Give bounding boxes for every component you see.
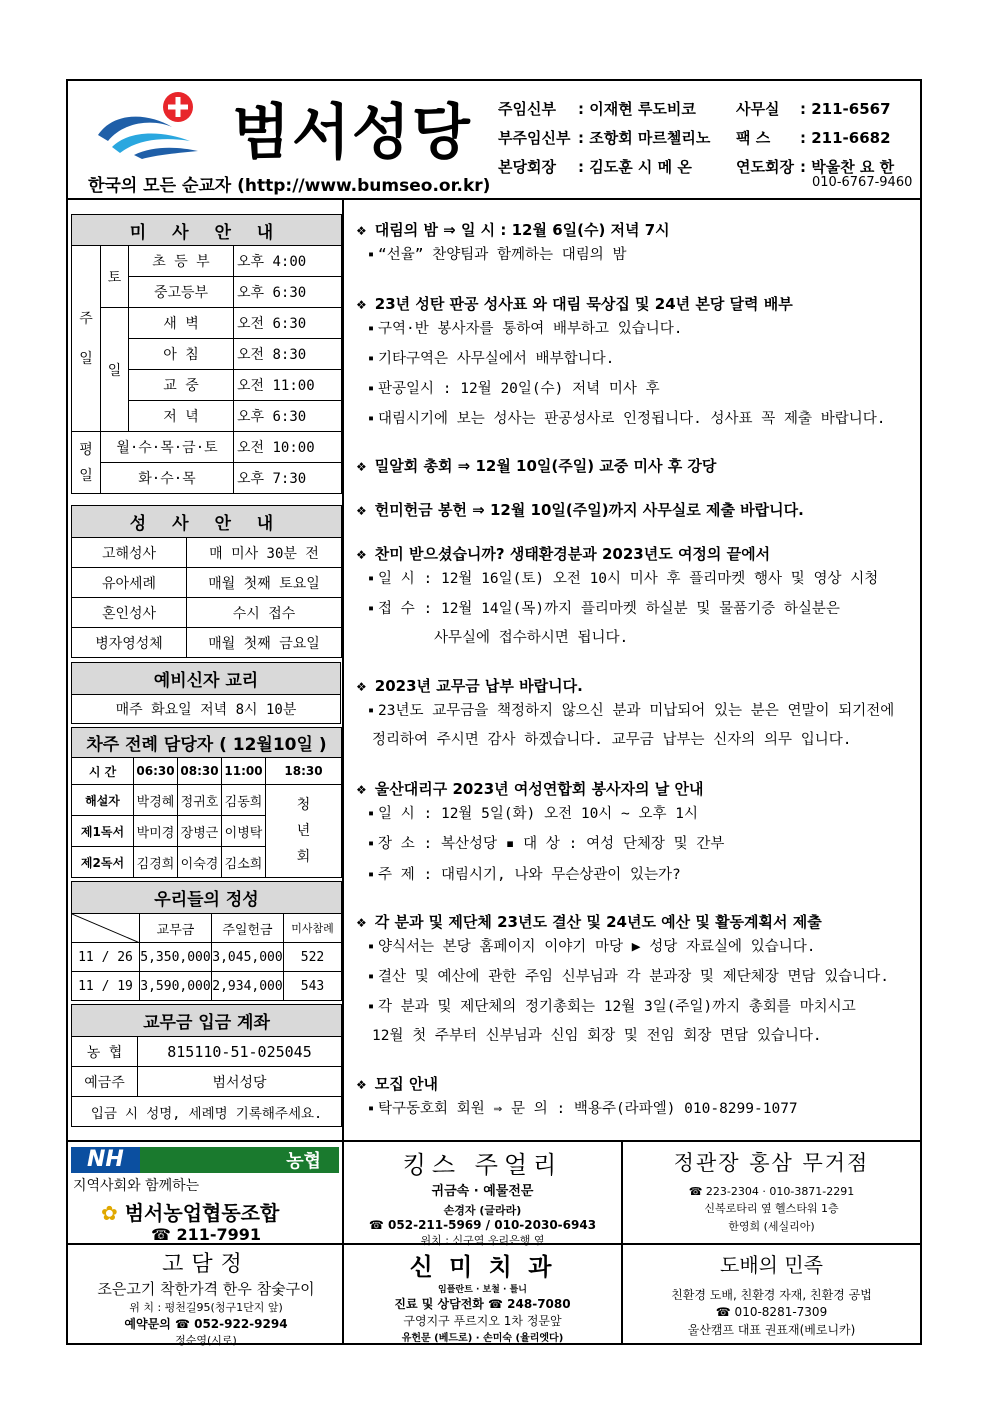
mass-name: 새 벽 (129, 308, 234, 339)
notice-item-text: 대림시기에 보는 성사는 판공성사로 인정됩니다. 성사표 꼭 제출 바랍니다. (378, 411, 886, 427)
bank-label: 농 협 (72, 1037, 138, 1067)
offering-value: 543 (284, 972, 342, 1001)
notice-item-text: 일 시 : 12월 16일(토) 오전 10시 미사 후 플리마켓 행사 및 영상 시청 (378, 570, 879, 587)
offering-value: 5,350,000 (140, 943, 212, 972)
notice-item-text: 12월 첫 주부터 신부님과 신임 회장 및 전임 회장 면담 있습니다. (372, 1028, 822, 1045)
dental-doctors: 유헌문 (베드로) · 손미숙 (율리엣다) (401, 1333, 564, 1344)
mass-time: 오전 8:30 (234, 339, 342, 370)
mass-time: 오후 6:30 (234, 277, 342, 308)
minister-name: 김경희 (134, 847, 178, 878)
sunday-day-label: 일 (101, 308, 129, 432)
info-row: 팩 스 : 211-6682 (736, 129, 891, 147)
notice-item-text: 사무실에 접수하시면 됩니다. (434, 630, 629, 646)
notice-title-text: 모집 안내 (374, 1074, 438, 1093)
sunday-label: 주 일 (72, 246, 101, 432)
notice-item-text: 기타구역은 사무실에서 배부합니다. (378, 350, 615, 367)
mass-time: 오전 11:00 (234, 370, 342, 401)
nh-tagline: 지역사회와 함께하는 (73, 1178, 200, 1194)
mass-time: 오전 10:00 (234, 432, 342, 463)
square-bullet-icon: ▪ (368, 705, 375, 716)
ad-godamjung (71, 1247, 341, 1348)
mass-title: 미 사 안 내 (72, 215, 342, 246)
role-label: 제2독서 (72, 847, 134, 878)
notice-block (356, 455, 716, 476)
notice-title-text: 찬미 받으셨습니까? 생태환경분과 2023년도 여정의 끝에서 (374, 544, 771, 563)
offerings-table (71, 881, 342, 1001)
ad-nh (71, 1147, 341, 1244)
church-logo (94, 91, 204, 161)
notice-item (356, 1094, 798, 1124)
notice-item-text: 구역·반 봉사자를 통하여 배부하고 있습니다. (378, 320, 683, 337)
mass-time: 오후 6:30 (234, 401, 342, 432)
time-slot: 08:30 (178, 758, 222, 785)
notice-item-text: 양식서는 본당 홈페이지 이야기 마당 ▶ 성당 자료실에 있습니다. (378, 938, 816, 955)
jewelry-location: 위치 : 신구역 우리은행 옆 (420, 1234, 545, 1247)
column-header: 교무금 (140, 914, 212, 943)
notice-title (356, 1073, 798, 1094)
ad-paint (623, 1249, 920, 1338)
minister-name: 이병탁 (222, 816, 266, 847)
header-info-right (736, 95, 894, 182)
notice-item (356, 696, 894, 726)
time-slot: 11:00 (222, 758, 266, 785)
offering-value: 3,590,000 (140, 972, 212, 1001)
jewelry-phone: ☎ 052-211-5969 / 010-2030-6943 (368, 1218, 597, 1232)
mass-name: 중고등부 (129, 277, 234, 308)
notice-item-text: 각 분과 및 제단체의 정기총회는 12월 3일(주일)까지 총회를 마치시고 (378, 998, 856, 1015)
notice-item (356, 404, 886, 434)
notice-block (356, 1073, 798, 1124)
godamjung-location: 위 치 : 평천길95(청구1단지 앞) (129, 1301, 283, 1314)
catechumen-schedule: 매주 화요일 저녁 8시 10분 (72, 695, 341, 724)
offerings-title: 우리들의 정성 (72, 882, 342, 914)
notice-block (356, 293, 886, 435)
square-bullet-icon: ▪ (368, 383, 375, 394)
sacrament-value: 매 미사 30분 전 (187, 538, 342, 568)
offering-date: 11 / 19 (72, 972, 140, 1001)
notice-block (356, 778, 724, 890)
notice-item (356, 240, 670, 270)
column-header: 미사참례 (284, 914, 342, 943)
notice-item (356, 624, 878, 654)
ginseng-owner: 한영희 (세실리아) (728, 1220, 815, 1233)
notice-title-text: 울산대리구 2023년 여성연합회 봉사자의 날 안내 (374, 780, 704, 798)
nh-phone: ☎ 211-7991 (150, 1225, 262, 1244)
mass-time: 오후 7:30 (234, 463, 342, 494)
liturgy-table (71, 727, 342, 878)
mass-name: 저 녁 (129, 401, 234, 432)
diamond-bullet-icon: ❖ (356, 680, 367, 694)
church-subtitle: 한국의 모든 순교자 (http://www.bumseo.or.kr) (88, 176, 491, 196)
minister-name: 김소희 (222, 847, 266, 878)
notice-title (356, 778, 724, 799)
jewelry-name: 킹스 주얼리 (402, 1151, 563, 1179)
account-title: 교무금 입금 계좌 (72, 1005, 342, 1037)
mass-name: 초 등 부 (129, 246, 234, 277)
notice-item-text: 정리하여 주시면 감사 하겠습니다. 교무금 납부는 신자의 의무 입니다. (372, 732, 852, 749)
diamond-bullet-icon: ❖ (356, 224, 367, 238)
sacrament-table (71, 505, 342, 658)
church-name: 범서성당 (232, 98, 472, 168)
notice-item-text: 탁구동호회 회원 ⇒ 문 의 : 백용주(라파엘) 010-8299-1077 (378, 1100, 798, 1117)
notice-title (356, 543, 878, 564)
square-bullet-icon: ▪ (368, 413, 375, 425)
catechumen-table (71, 662, 341, 724)
square-bullet-icon: ▪ (368, 352, 375, 364)
square-bullet-icon: ▪ (368, 838, 375, 850)
notice-item (356, 374, 886, 404)
info-row: 연도회장 : 박울찬 요 한 (736, 158, 895, 176)
jewelry-desc: 귀금속 · 예물전문 (431, 1184, 534, 1199)
notice-block (356, 543, 878, 654)
ads-divider (68, 1140, 920, 1142)
info-row: 본당회장 : 김도훈 시 메 온 (498, 158, 692, 176)
mass-name: 아 침 (129, 339, 234, 370)
sacrament-value: 수시 접수 (187, 598, 342, 628)
notice-title (356, 219, 670, 240)
dental-phone: 진료 및 상담전화 ☎ 248-7080 (394, 1297, 571, 1311)
notice-title-text: 대림의 밤 ⇒ 일 시 : 12월 6일(수) 저녁 7시 (374, 221, 670, 239)
notice-item (356, 1022, 889, 1052)
notice-title (356, 499, 804, 520)
notice-item-text: 판공일시 : 12월 20일(수) 저녁 미사 후 (378, 380, 660, 397)
offering-value: 2,934,000 (212, 972, 284, 1001)
ad-dental (344, 1247, 621, 1344)
header-divider (68, 198, 920, 200)
diamond-bullet-icon: ❖ (356, 503, 367, 518)
paint-phone: ☎ 010-8281-7309 (715, 1305, 828, 1319)
ginseng-phone: ☎ 223-2304 · 010-3871-2291 (688, 1185, 855, 1198)
account-table (71, 1004, 342, 1127)
bulletin-frame (66, 79, 922, 1345)
notice-block (356, 219, 670, 270)
notice-item-text: 일 시 : 12월 5일(화) 오전 10시 ~ 오후 1시 (378, 805, 698, 822)
notice-item (356, 594, 878, 624)
notice-block (356, 675, 894, 756)
nh-logo-text: NH (71, 1147, 140, 1173)
catechumen-title: 예비신자 교리 (72, 663, 341, 695)
dental-name: 신 미 치 과 (409, 1253, 556, 1281)
sacrament-name: 혼인성사 (72, 598, 187, 628)
notice-item (356, 344, 886, 374)
notice-title-text: 헌미헌금 봉헌 ⇒ 12월 10일(주일)까지 사무실로 제출 바랍니다. (374, 500, 804, 519)
sacrament-name: 유아세례 (72, 568, 187, 598)
sacrament-value: 매월 첫째 금요일 (187, 628, 342, 658)
mass-name: 교 중 (129, 370, 234, 401)
account-holder: 범서성당 (138, 1067, 342, 1097)
diamond-bullet-icon: ❖ (356, 1077, 367, 1092)
notice-title-text: 2023년 교무금 납부 바랍니다. (374, 677, 583, 695)
mass-table (71, 214, 342, 494)
notice-item-text: 장 소 : 복산성당 ▪ 대 상 : 여성 단체장 및 간부 (378, 836, 725, 852)
offering-date: 11 / 26 (72, 943, 140, 972)
mass-time: 오전 6:30 (234, 308, 342, 339)
weekday-label: 평 일 (72, 432, 101, 494)
mass-name: 월·수·목·금·토 (101, 432, 234, 463)
paint-desc: 친환경 도배, 친환경 자재, 친환경 공법 (671, 1288, 872, 1302)
diamond-bullet-icon: ❖ (356, 915, 367, 930)
square-bullet-icon: ▪ (368, 1102, 375, 1114)
diagonal-cell (72, 914, 140, 943)
notice-item-text: 결산 및 예산에 관한 주임 신부님과 각 분과장 및 제단체장 면담 있습니다. (378, 968, 889, 985)
paint-name: 도배의 민족 (720, 1253, 823, 1277)
notice-item-text: “선율” 찬양팀과 함께하는 대림의 밤 (378, 246, 627, 263)
notice-title-text: 각 분과 및 제단체 23년도 결산 및 24년도 예산 및 활동계획서 제출 (374, 912, 822, 931)
minister-name: 정귀호 (178, 785, 222, 816)
nh-name (101, 1197, 279, 1226)
role-label: 제1독서 (72, 816, 134, 847)
role-label: 해설자 (72, 785, 134, 816)
president-phone: 010-6767-9460 (812, 175, 913, 190)
square-bullet-icon: ▪ (368, 572, 375, 584)
diamond-bullet-icon: ❖ (356, 459, 367, 474)
square-bullet-icon: ▪ (368, 249, 375, 260)
square-bullet-icon: ▪ (368, 602, 375, 614)
paint-owner: 울산캠프 대표 권표재(베로니카) (687, 1323, 856, 1337)
minister-name: 김동희 (222, 785, 266, 816)
notice-title (356, 675, 894, 696)
column-header: 주일헌금 (212, 914, 284, 943)
notice-item (356, 564, 878, 594)
time-slot: 06:30 (134, 758, 178, 785)
ad-jewelry (344, 1145, 621, 1248)
godamjung-desc: 조은고기 착한가격 한우 참숯구이 (97, 1280, 315, 1298)
diamond-bullet-icon: ❖ (356, 547, 367, 562)
notice-item (356, 314, 886, 344)
godamjung-phone: 예약문의 ☎ 052-922-9294 (124, 1317, 288, 1331)
sacrament-value: 매월 첫째 토요일 (187, 568, 342, 598)
diamond-bullet-icon: ❖ (356, 783, 367, 797)
square-bullet-icon: ▪ (368, 1001, 375, 1012)
sacrament-name: 병자영성체 (72, 628, 187, 658)
notice-item-text: 23년도 교무금을 책정하지 않으신 분과 미납되어 있는 분은 연말이 되기전에 (378, 702, 895, 719)
notice-title (356, 455, 716, 476)
info-row: 사무실 : 211-6567 (736, 100, 891, 118)
header-info-left (498, 95, 710, 182)
notice-block (356, 499, 804, 520)
notice-title-text: 23년 성탄 판공 성사표 와 대림 묵상집 및 24년 본당 달력 배부 (374, 294, 793, 313)
jewelry-owner: 손경자 (글라라) (443, 1204, 522, 1217)
notice-title (356, 293, 886, 314)
diamond-bullet-icon: ❖ (356, 297, 367, 312)
minister-name: 이숙경 (178, 847, 222, 878)
square-bullet-icon: ▪ (368, 322, 375, 334)
dental-location: 구영지구 푸르지오 1차 정문앞 (403, 1314, 562, 1328)
ad-ginseng (623, 1147, 920, 1234)
times-label: 시 간 (72, 758, 134, 785)
notice-item (356, 799, 724, 829)
notice-item (356, 932, 889, 962)
nh-logo (71, 1147, 339, 1173)
nh-emblem-icon: ✿ (101, 1201, 125, 1225)
square-bullet-icon: ▪ (368, 940, 375, 952)
notice-title-text: 밀알회 총회 ⇒ 12월 10일(주일) 교중 미사 후 강당 (374, 456, 717, 475)
liturgy-title: 차주 전례 담당자 ( 12월10일 ) (72, 728, 342, 758)
offering-value: 3,045,000 (212, 943, 284, 972)
info-row: 부주임신부 : 조항회 마르첼리노 (498, 129, 711, 147)
notice-title (356, 911, 889, 932)
sacrament-title: 성 사 안 내 (72, 506, 342, 538)
square-bullet-icon: ▪ (368, 808, 375, 819)
offering-value: 522 (284, 943, 342, 972)
notice-item-text: 주 제 : 대림시기, 나와 무슨상관이 있는가? (378, 866, 681, 883)
minister-name: 박경혜 (134, 785, 178, 816)
saturday-label: 토 (101, 246, 129, 308)
godamjung-name: 고담정 (162, 1252, 250, 1277)
nh-logo-name: 농협 (286, 1151, 321, 1172)
mass-name: 화·수·목 (101, 463, 234, 494)
godamjung-owner: 정순영(시로) (175, 1334, 237, 1347)
youth-group: 청 년 회 (266, 785, 342, 878)
ginseng-location: 신복로타리 옆 헬스타워 1층 (704, 1202, 839, 1215)
notice-item (356, 726, 894, 756)
ginseng-name: 정관장 홍삼 무거점 (673, 1151, 870, 1175)
info-row: 주임신부 : 이재현 루도비코 (498, 100, 696, 118)
notice-item (356, 829, 724, 859)
minister-name: 박미경 (134, 816, 178, 847)
square-bullet-icon: ▪ (368, 970, 375, 982)
square-bullet-icon: ▪ (368, 868, 375, 880)
time-slot: 18:30 (266, 758, 342, 785)
holder-label: 예금주 (72, 1067, 138, 1097)
dental-desc: 임플란트 · 보철 · 틀니 (438, 1285, 527, 1295)
notice-item-text: 접 수 : 12월 14일(목)까지 플리마켓 하실분 및 물품기증 하실분은 (378, 600, 840, 617)
nh-name-text: 범서농업협동조합 (124, 1201, 280, 1225)
column-divider (342, 200, 344, 1142)
notice-item (356, 860, 724, 890)
minister-name: 장병근 (178, 816, 222, 847)
notice-item (356, 992, 889, 1022)
deposit-note: 입금 시 성명, 세례명 기록해주세요. (72, 1097, 342, 1127)
mass-time: 오후 4:00 (234, 246, 342, 277)
sacrament-name: 고해성사 (72, 538, 187, 568)
notice-item (356, 962, 889, 992)
bank-number: 815110-51-025045 (138, 1037, 342, 1067)
notice-block (356, 911, 889, 1052)
